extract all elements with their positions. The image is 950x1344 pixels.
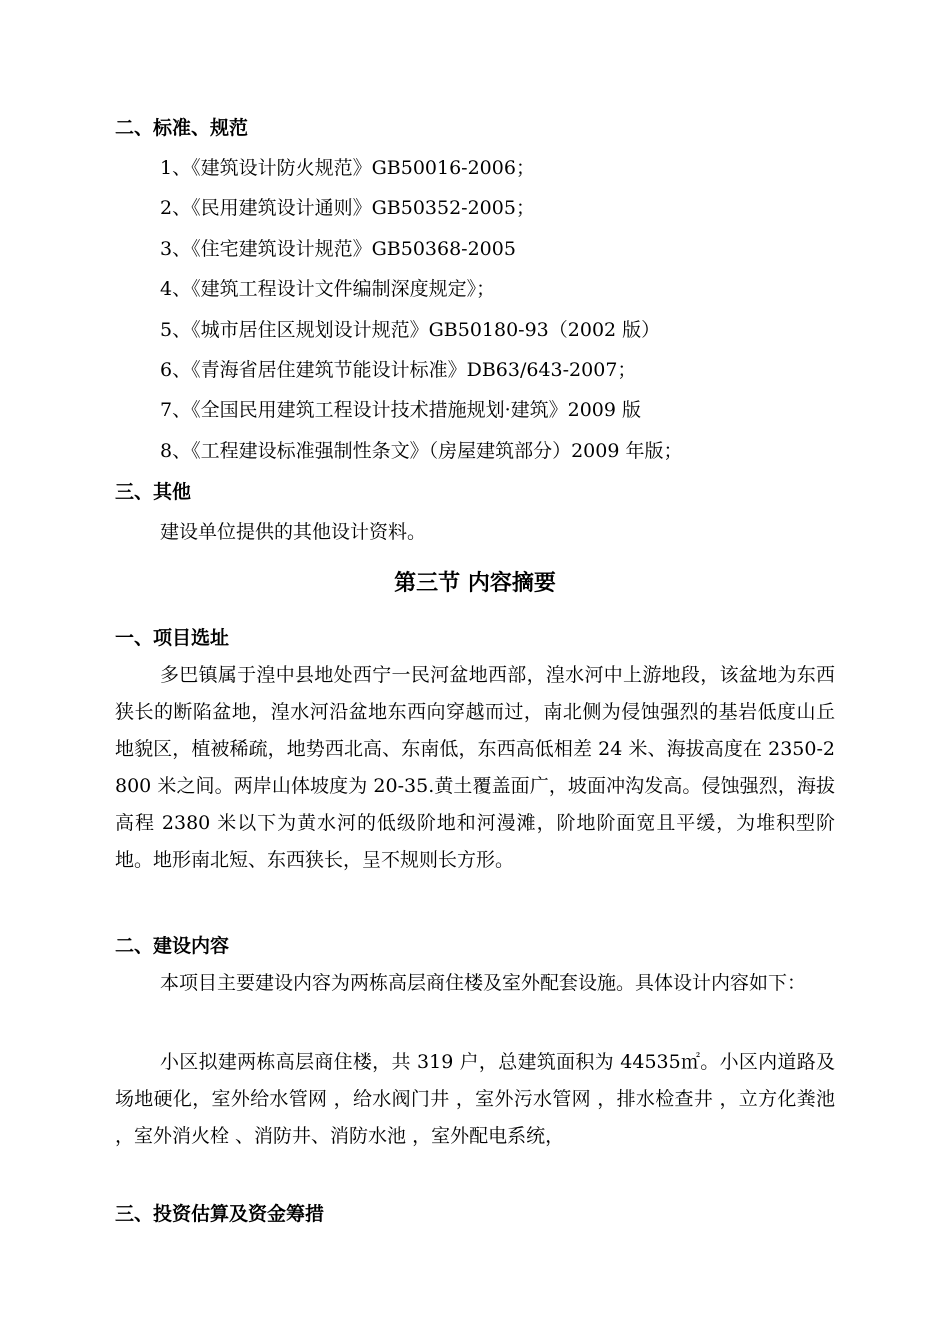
other-text: 建设单位提供的其他设计资料。: [160, 521, 427, 543]
standard-item-6: 6、《青海省居住建筑节能设计标准》DB63/643-2007；: [160, 359, 637, 381]
construction-paragraph-2: 小区拟建两栋高层商住楼，共 319 户，总建筑面积为 44535㎡。小区内道路及场地硬化，室外给水管网 ，给水阀门井 ，室外污水管网 ，排水检查井 ，立方化粪池 ，室外消火栓 、消防井、消防水池 ，室外配电系统，: [115, 1051, 835, 1147]
heading-construction: 二、建设内容: [115, 935, 230, 957]
standard-item-3: 3、《住宅建筑设计规范》GB50368-2005: [160, 238, 516, 260]
heading-standards: 二、标准、规范: [115, 117, 249, 139]
standard-item-4: 4、《建筑工程设计文件编制深度规定》；: [160, 278, 496, 300]
construction-paragraph-1: 本项目主要建设内容为两栋高层商住楼及室外配套设施。具体设计内容如下：: [160, 972, 807, 994]
chapter-title: 第三节 内容摘要: [394, 570, 556, 596]
standard-item-7: 7、《全国民用建筑工程设计技术措施规划·建筑》2009 版: [160, 399, 642, 421]
standard-item-5: 5、《城市居住区规划设计规范》GB50180-93（2002 版）: [160, 319, 661, 341]
heading-site: 一、项目选址: [115, 627, 230, 649]
standard-item-2: 2、《民用建筑设计通则》GB50352-2005；: [160, 197, 535, 219]
heading-other: 三、其他: [115, 481, 192, 503]
site-paragraph: 多巴镇属于湟中县地处西宁一民河盆地西部，湟水河中上游地段，该盆地为东西狭长的断陷盆地，湟水河沿盆地东西向穿越而过，南北侧为侵蚀强烈的基岩低度山丘地貌区，植被稀疏，地势西北高、东南低，东西高低相差 24 米、海拔高度在 2350-2800 米之间。两岸山体坡度为 20-35.黄土覆盖面广，坡面冲沟发高。侵蚀强烈，海拔高程 2380 米以下为黄水河的低级阶地和河漫滩，阶地阶面宽且平缓，为堆积型阶地。地形南北短、东西狭长，呈不规则长方形。: [115, 664, 835, 871]
heading-investment: 三、投资估算及资金筹措: [115, 1203, 325, 1225]
standard-item-1: 1、《建筑设计防火规范》GB50016-2006；: [160, 157, 535, 179]
standard-item-8: 8、《工程建设标准强制性条文》（房屋建筑部分）2009 年版；: [160, 440, 683, 462]
